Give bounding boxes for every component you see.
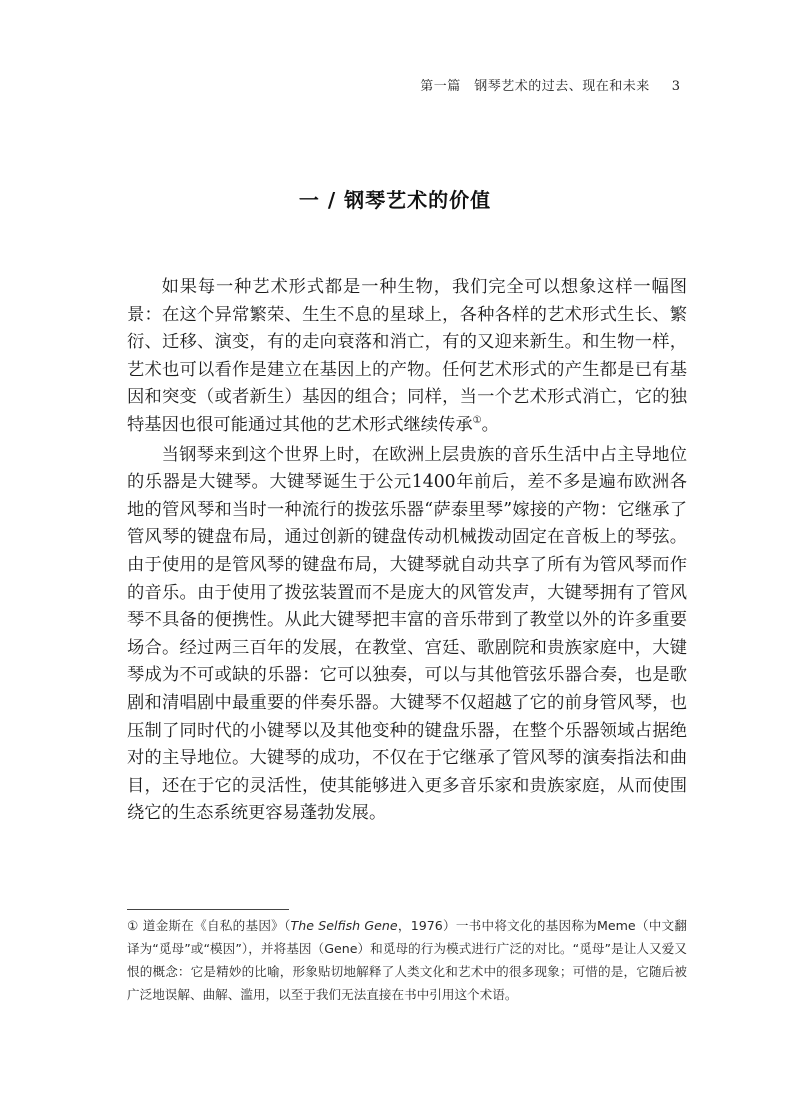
running-header-title: 第一篇 钢琴艺术的过去、现在和未来 bbox=[420, 79, 650, 94]
paragraph-2: 当钢琴来到这个世界上时，在欧洲上层贵族的音乐生活中占主导地位的乐器是大键琴。大键琴诞生于公元1400年前后，差不多是遍布欧洲各地的管风琴和当时一种流行的拨弦乐器“萨泰里琴”嫁接的产物：它继承了管风琴的键盘布局，通过创新的键盘传动机械拨动固定在音板上的琴弦。由于使用的是管风琴的键盘布局，大键琴就自动共享了所有为管风琴而作的音乐。由于使用了拨弦装置而不是庞大的风管发声，大键琴拥有了管风琴不具备的便携性。从此大键琴把丰富的音乐带到了教堂以外的许多重要场合。经过两三百年的发展，在教堂、宫廷、歌剧院和贵族家庭中，大键琴成为不可或缺的乐器：它可以独奏，可以与其他管弦乐器合奏，也是歌剧和清唱剧中最重要的伴奏乐器。大键琴不仅超越了它的前身管风琴，也压制了同时代的小键琴以及其他变种的键盘乐器，在整个乐器领域占据绝对的主导地位。大键琴的成功，不仅在于它继承了管风琴的演奏指法和曲目，还在于它的灵活性，使其能够进入更多音乐家和贵族家庭，从而使围绕它的生态系统更容易蓬勃发展。 bbox=[127, 444, 687, 824]
paragraph-1 bbox=[127, 274, 687, 440]
page-number: 3 bbox=[671, 79, 680, 94]
footnote bbox=[127, 914, 687, 1006]
chapter-title: 一 / 钢琴艺术的价值 bbox=[298, 188, 492, 212]
footnote-marker: ① bbox=[127, 918, 139, 933]
footnote-rest: ，1976）一书中将文化的基因称为Meme（中文翻译为“觅母”或“模因”），并将基因（Gene）和觅母的行为模式进行广泛的对比。“觅母”是让人又爱又恨的概念：它是精妙的比喻，形象贴切地解释了人类文化和艺术中的很多现象；可惜的是，它随后被广泛地误解、曲解、滥用，以至于我们无法直接在书中引用这个术语。 bbox=[127, 918, 687, 1002]
body-text bbox=[127, 274, 687, 830]
footnote-book-title: The Selfish Gene bbox=[290, 918, 398, 933]
footnote-lead: 道金斯在《自私的基因》（ bbox=[142, 918, 291, 933]
footnote-ref: ① bbox=[472, 415, 482, 427]
paragraph-1-tail: 。 bbox=[481, 414, 499, 435]
running-header bbox=[420, 78, 680, 96]
footnote-divider bbox=[127, 909, 289, 910]
paragraph-1-text: 如果每一种艺术形式都是一种生物，我们完全可以想象这样一幅图景：在这个异常繁荣、生生不息的星球上，各种各样的艺术形式生长、繁衍、迁移、演变，有的走向衰落和消亡，有的又迎来新生。和生物一样，艺术也可以看作是建立在基因上的产物。任何艺术形式的产生都是已有基因和突变（或者新生）基因的组合；同样，当一个艺术形式消亡，它的独特基因也很可能通过其他的艺术形式继续传承 bbox=[127, 277, 687, 435]
